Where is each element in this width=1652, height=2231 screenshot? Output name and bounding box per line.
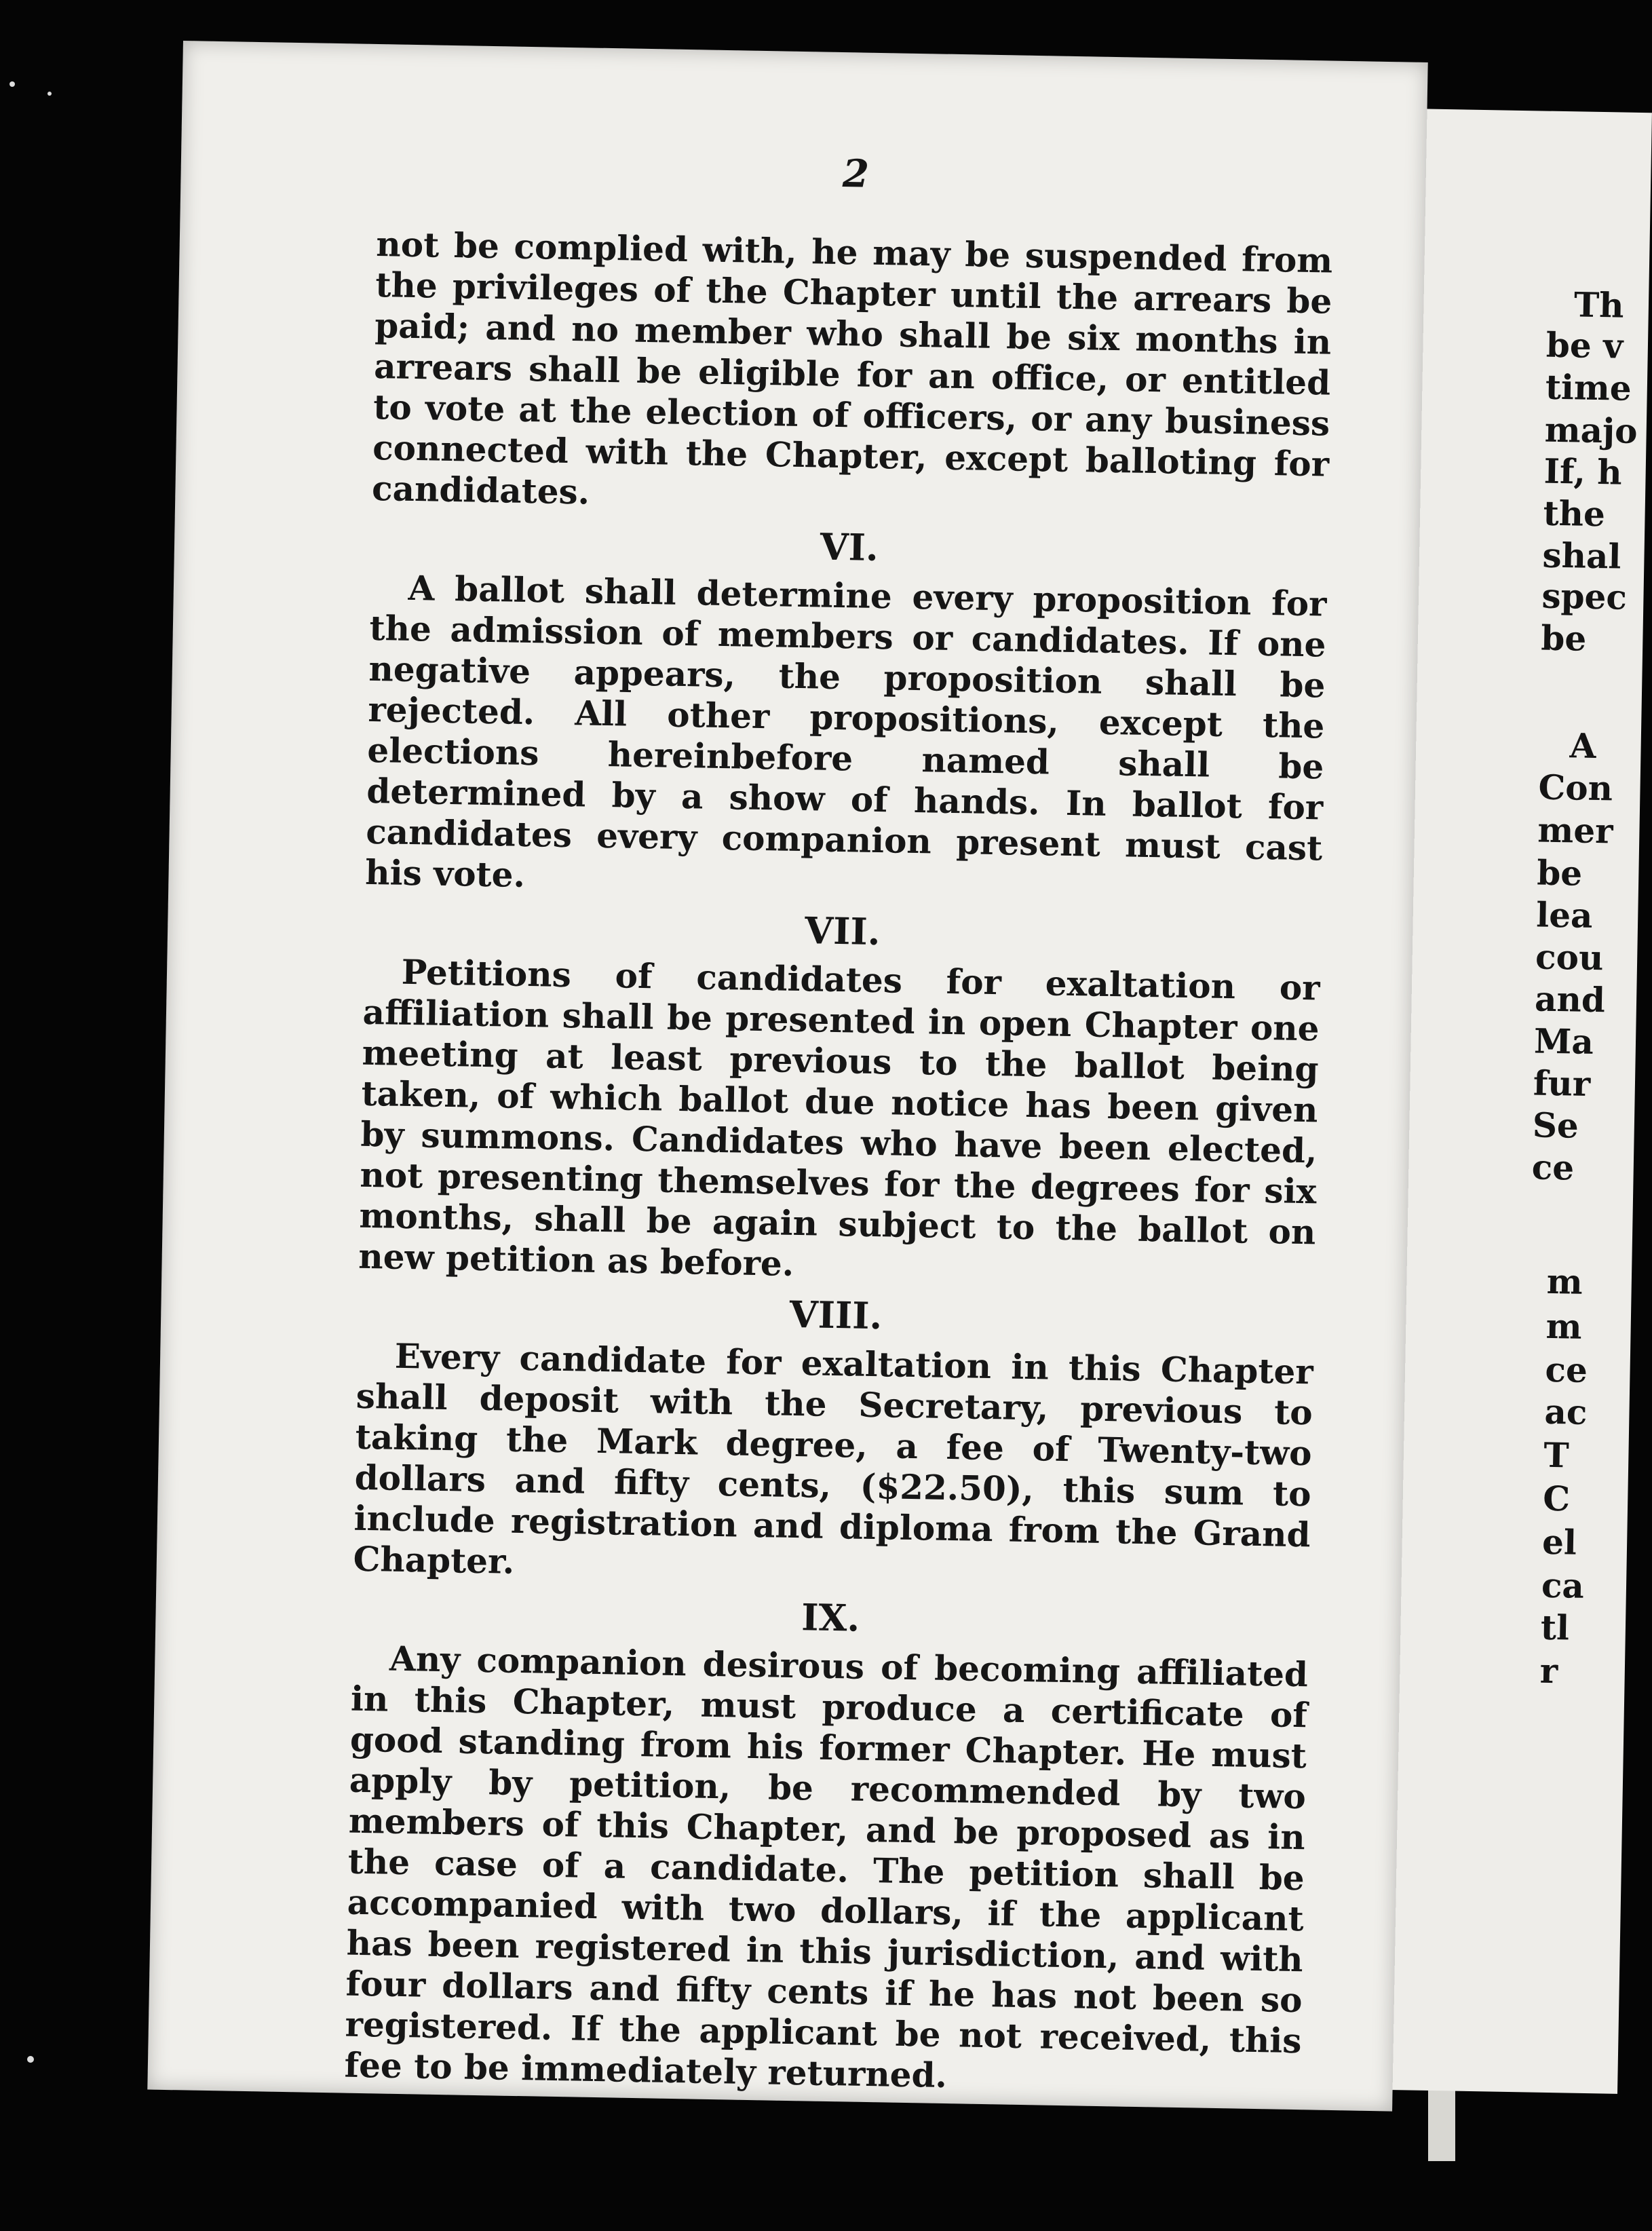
facing-page-fragment: lea [1535, 894, 1594, 936]
facing-page-fragment: ca [1541, 1565, 1585, 1606]
facing-page-fragment: be [1540, 617, 1587, 659]
section-heading-ix: IX. [801, 1595, 860, 1640]
page-number: 2 [842, 151, 870, 197]
facing-page-fragment: Con [1538, 767, 1613, 809]
facing-page-fragment: be [1536, 852, 1583, 894]
section-text-vi: A ballot shall determine every proposition for the admission of members or candidates. If one negative appears, the proposition shall be rejected. All other propositions, except the elections hereinbefore named shall be determined by a show of hands. In ballot for candidates every companion present must cast his vote. [364, 567, 1327, 895]
section-heading-vii: VII. [804, 909, 881, 954]
facing-page-fragment: T [1543, 1434, 1570, 1476]
facing-page-fragment: and [1534, 978, 1606, 1021]
facing-page-fragment: majo [1544, 409, 1638, 451]
facing-page-fragment: A [1569, 725, 1596, 766]
section-text-ix: Any companion desirous of becoming affiliated in this Chapter, must produce a certificate of good standing from his former Chapter. He must apply by petition, be recommended by two members of this Chapter, and be proposed as in the case of a candidate. The petition shall be accompanied with two dollars, if the applicant has been registered in this jurisdiction, and with four dollars and fifty cents if he has not been so registered. If the applicant be not received, this fee to be immediately returned. [344, 1638, 1309, 2096]
facing-page-fragment: ce [1531, 1147, 1575, 1188]
facing-page-fragment: shal [1542, 535, 1621, 577]
page-text [344, 151, 1333, 2102]
dust-speck [27, 2056, 34, 2063]
facing-page-fragment: m [1545, 1305, 1583, 1347]
facing-page-fragment: be v [1545, 324, 1624, 366]
facing-page-fragment: cou [1535, 936, 1604, 978]
facing-page-fragment: ac [1544, 1391, 1588, 1432]
facing-page-fragment: time [1545, 366, 1632, 408]
facing-page-fragment: Th [1573, 284, 1625, 326]
dust-speck [9, 81, 15, 87]
facing-page-fragment: tl [1540, 1607, 1570, 1648]
continued-paragraph: not be complied with, he may be suspended from the privileges of the Chapter until the arrears be paid; and no member who shall be six months in arrears shall be eligible for an office, or entitled to vote at the election of officers, or any business connected with the Chapter, except balloting for candidates. [371, 224, 1333, 512]
section-text-vii: Petitions of candidates for exaltation or affiliation shall be presented in open Chapter one meeting at least previous to the ballot being taken, of which ballot due notice has been given by summons. Candidates who have been elected, not presenting themselves for the degrees for six months, shall be again subject to the ballot on new petition as before. [358, 951, 1321, 1284]
section-heading-viii: VIII. [789, 1292, 883, 1338]
facing-page-fragment: C [1542, 1478, 1571, 1519]
section-text-viii: Every candidate for exaltation in this Chapter shall deposit with the Secretary, previous to taking the Mark degree, a fee of Twenty-two dollars and fifty cents, ($22.50), this sum to include registration and diploma from the Grand Chapter. [353, 1335, 1314, 1582]
facing-page-fragment: m [1546, 1261, 1583, 1302]
facing-page-fragment: ce [1545, 1349, 1588, 1390]
section-heading-vi: VI. [820, 525, 879, 569]
facing-page-fragment: If, h [1543, 451, 1623, 493]
facing-page-fragment: r [1539, 1650, 1558, 1692]
dust-speck [47, 92, 52, 96]
facing-page-fragment: Se [1532, 1105, 1579, 1146]
facing-page-fragment: the [1543, 493, 1606, 535]
facing-page-fragment: fur [1533, 1063, 1591, 1104]
facing-page-fragment: mer [1537, 809, 1614, 852]
facing-page-fragment: el [1541, 1521, 1577, 1563]
facing-page-fragment: Ma [1533, 1021, 1594, 1062]
facing-page-fragment: spec [1541, 575, 1628, 617]
